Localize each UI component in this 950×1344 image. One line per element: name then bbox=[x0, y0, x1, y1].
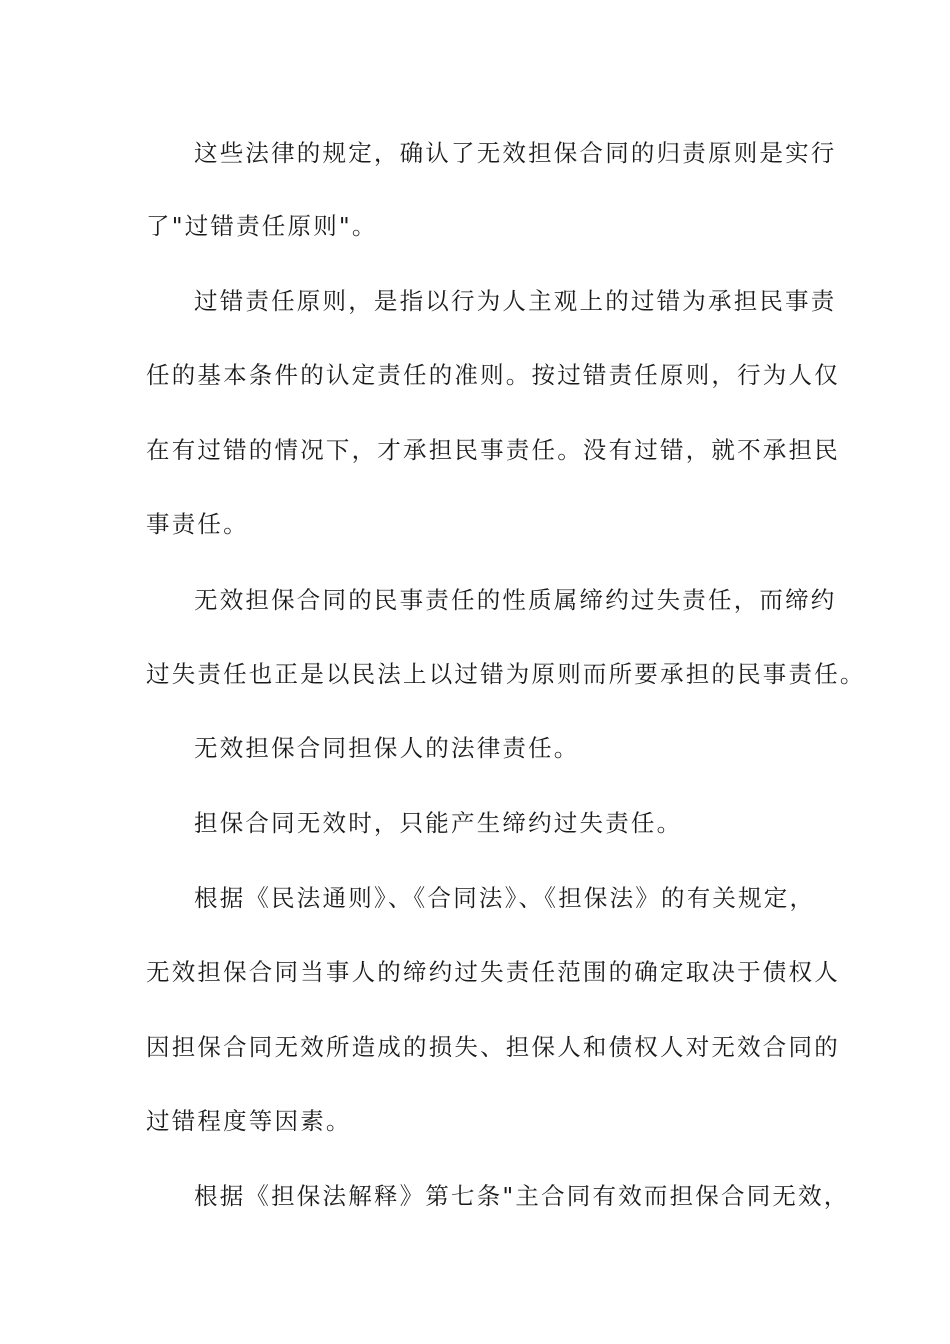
paragraph-line-5: 在有过错的情况下，才承担民事责任。没有过错，就不承担民 bbox=[146, 436, 840, 464]
paragraph-line-14: 过错程度等因素。 bbox=[146, 1107, 352, 1135]
paragraph-line-3: 过错责任原则，是指以行为人主观上的过错为承担民事责 bbox=[194, 287, 837, 315]
paragraph-line-13: 因担保合同无效所造成的损失、担保人和债权人对无效合同的 bbox=[146, 1033, 840, 1061]
paragraph-line-7: 无效担保合同的民事责任的性质属缔约过失责任，而缔约 bbox=[194, 586, 837, 614]
paragraph-line-6: 事责任。 bbox=[146, 510, 249, 538]
paragraph-line-12: 无效担保合同当事人的缔约过失责任范围的确定取决于债权人 bbox=[146, 958, 840, 986]
paragraph-line-1: 这些法律的规定，确认了无效担保合同的归责原则是实行 bbox=[194, 139, 837, 167]
paragraph-line-11: 根据《民法通则》、《合同法》、《担保法》的有关规定， bbox=[194, 884, 816, 912]
paragraph-line-8: 过失责任也正是以民法上以过错为原则而所要承担的民事责任。 bbox=[146, 660, 866, 688]
paragraph-line-2: 了"过错责任原则"。 bbox=[146, 212, 378, 240]
paragraph-line-15: 根据《担保法解释》第七条"主合同有效而担保合同无效， bbox=[194, 1182, 850, 1210]
paragraph-line-4: 任的基本条件的认定责任的准则。按过错责任原则，行为人仅 bbox=[146, 361, 840, 389]
paragraph-line-10: 担保合同无效时，只能产生缔约过失责任。 bbox=[194, 809, 683, 837]
paragraph-line-9: 无效担保合同担保人的法律责任。 bbox=[194, 734, 580, 762]
